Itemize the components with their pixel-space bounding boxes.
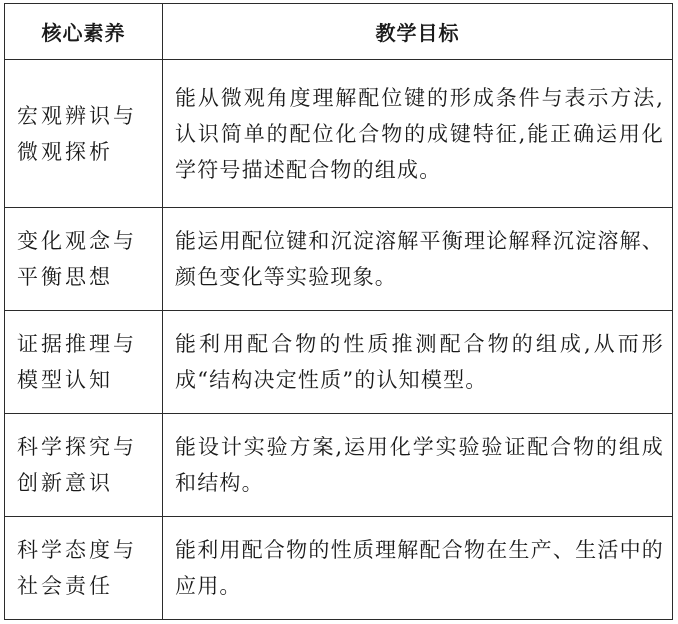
teaching-goal-cell: 能运用配位键和沉淀溶解平衡理论解释沉淀溶解、颜色变化等实验现象。 (163, 208, 673, 311)
core-literacy-cell: 变化观念与平衡思想 (5, 208, 163, 311)
table-row (5, 208, 673, 311)
table-row (5, 414, 673, 517)
core-literacy-cell: 证据推理与模型认知 (5, 311, 163, 414)
teaching-goal-cell: 能利用配合物的性质理解配合物在生产、生活中的应用。 (163, 517, 673, 620)
objectives-table (4, 3, 673, 620)
teaching-goal-cell: 能利用配合物的性质推测配合物的组成,从而形成“结构决定性质”的认知模型。 (163, 311, 673, 414)
core-literacy-cell: 科学探究与创新意识 (5, 414, 163, 517)
header-core-literacy: 核心素养 (5, 4, 163, 60)
table-row (5, 60, 673, 208)
core-literacy-cell: 科学态度与社会责任 (5, 517, 163, 620)
table-row (5, 517, 673, 620)
teaching-goal-cell: 能从微观角度理解配位键的形成条件与表示方法,认识简单的配位化合物的成键特征,能正确运用化学符号描述配合物的组成。 (163, 60, 673, 208)
teaching-goal-cell: 能设计实验方案,运用化学实验验证配合物的组成和结构。 (163, 414, 673, 517)
core-literacy-cell: 宏观辨识与微观探析 (5, 60, 163, 208)
table-row (5, 311, 673, 414)
header-teaching-goal: 教学目标 (163, 4, 673, 60)
header-row (5, 4, 673, 60)
objectives-table-wrapper (4, 3, 672, 620)
